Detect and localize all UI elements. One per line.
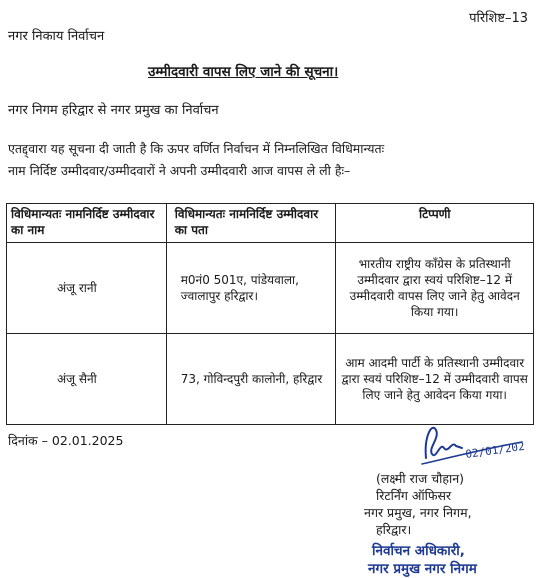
candidate-address: म0नं0 501ए, पांडेयवाला, ज्वालापुर हरिद्वार। xyxy=(166,243,336,334)
official-stamp xyxy=(368,542,477,578)
officer-office: नगर प्रमुख, नगर निगम, xyxy=(364,505,472,520)
body-line-2: नाम निर्दिष्ट उम्मीदवार/उम्मीदवारों ने अपनी उम्मीदवारी आज वापस ले ली हैः– xyxy=(8,163,351,178)
handwritten-signature xyxy=(418,418,528,473)
date-line xyxy=(8,432,123,449)
notice-title: उम्मीदवारी वापस लिए जाने की सूचना। xyxy=(148,64,339,80)
table-row xyxy=(7,243,534,334)
table-header-row xyxy=(7,204,534,243)
header-candidate-address: विधिमान्यतः नामनिर्दिष्ट उम्मीदवार का पता xyxy=(166,204,336,243)
header-candidate-name: विधिमान्यतः नामनिर्दिष्ट उम्मीदवार का नाम xyxy=(7,204,167,243)
election-line: नगर निगम हरिद्वार से नगर प्रमुख का निर्वाचन xyxy=(8,103,219,118)
signature-date: 02/01/202 xyxy=(464,439,526,461)
header-title: नगर निकाय निर्वाचन xyxy=(8,29,105,44)
table-row xyxy=(7,334,534,425)
stamp-line-1: निर्वाचन अधिकारी, xyxy=(372,543,465,559)
date-value: 02.01.2025 xyxy=(51,433,124,448)
candidate-remark: आम आदमी पार्टी के प्रतिस्थानी उम्मीदवार द्वारा स्वयं परिशिष्ट–12 में उम्मीदवारी वापस लिए जाने हेतु आवेदन किया गया। xyxy=(336,334,534,425)
header-remark: टिप्पणी xyxy=(336,204,534,243)
candidate-address: 73, गोविन्दपुरी कालोनी, हरिद्वार xyxy=(166,334,336,425)
appendix-label: परिशिष्ट–13 xyxy=(469,11,528,26)
officer-name: (लक्ष्मी राज चौहान) xyxy=(376,471,465,486)
officer-place: हरिद्वार। xyxy=(376,522,412,537)
candidate-name: अंजू रानी xyxy=(7,243,167,334)
body-line-1: एतद्द्वारा यह सूचना दी जाती है कि ऊपर वर्णित निर्वाचन में निम्नलिखित विधिमान्यतः xyxy=(8,141,385,156)
date-separator: – xyxy=(41,433,52,448)
officer-signature-block xyxy=(362,470,472,538)
candidate-remark: भारतीय राष्ट्रीय कॉंग्रेस के प्रतिस्थानी उम्मीदवार द्वारा स्वयं परिशिष्ट–12 में उम्मीदवारी वापस लिए जाने हेतु आवेदन किया गया। xyxy=(336,243,534,334)
date-label: दिनांक xyxy=(8,433,38,448)
stamp-line-2: नगर प्रमुख नगर निगम xyxy=(368,561,477,577)
candidates-table xyxy=(6,203,534,425)
candidate-name: अंजू सैनी xyxy=(7,334,167,425)
officer-designation: रिटर्निंग ऑफिसर xyxy=(376,488,452,503)
body-paragraph xyxy=(8,138,384,182)
